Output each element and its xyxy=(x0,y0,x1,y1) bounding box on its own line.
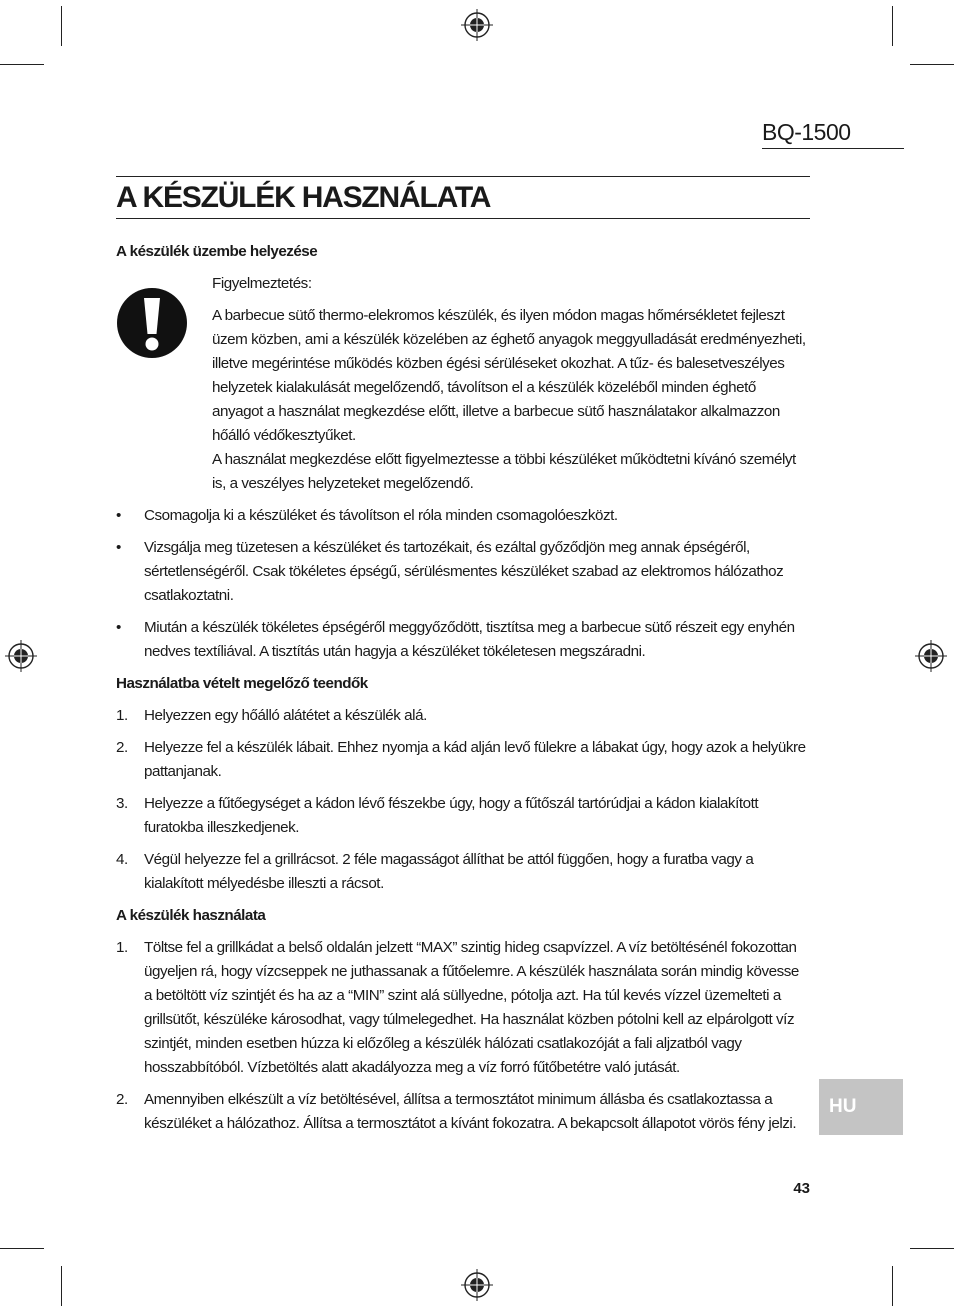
registration-mark-icon xyxy=(460,1268,494,1302)
main-content xyxy=(116,240,810,1144)
list-item xyxy=(116,704,810,728)
section-heading-setup: A készülék üzembe helyezése xyxy=(116,243,318,260)
list-item-text: Helyezze fel a készülék lábait. Ehhez nyomja a kád alján levő fülekre a lábakat úgy, hogy azok a helyükre pattanjanak. xyxy=(144,739,806,780)
warning-paragraph: A barbecue sütő thermo-elekromos készülék, és ilyen módon magas hőmérsékletet fejleszt üzem közben, ami a készülék közelében az éghető anyagok meggyulladását eredményezheti, illetve megérintése működés közben égési sérüléseket okozhat. A tűz- és balesetveszélyes helyzetek kialakulását megelőzendő, távolítson el a készülék közeléből minden éghető anyagot a használat megkezdése előtt, illetve a barbecue sütő használatakor alkalmazzon hőálló védőkesztyűket. xyxy=(212,307,806,444)
section-heading-usage: A készülék használata xyxy=(116,907,266,924)
list-item xyxy=(116,736,810,784)
list-item xyxy=(116,936,810,1080)
warning-block xyxy=(116,272,810,496)
step-number: 2. xyxy=(116,739,128,756)
crop-mark xyxy=(892,6,893,46)
list-item-text: Csomagolja ki a készüléket és távolítson el róla minden csomagolóeszközt. xyxy=(144,507,618,524)
bullet-marker: • xyxy=(116,539,121,556)
crop-mark xyxy=(61,6,62,46)
bullet-marker: • xyxy=(116,507,121,524)
crop-mark xyxy=(0,64,44,65)
step-number: 2. xyxy=(116,1091,128,1108)
list-item-text: Végül helyezze fel a grillrácsot. 2 féle magasságot állíthat be attól függően, hogy a furatba vagy a kialakított mélyedésbe illeszti a rácsot. xyxy=(144,851,754,892)
crop-mark xyxy=(892,1266,893,1306)
list-item xyxy=(116,792,810,840)
list-item xyxy=(116,1088,810,1136)
title-rule-bottom xyxy=(116,218,810,219)
step-number: 1. xyxy=(116,939,128,956)
list-item xyxy=(116,504,810,528)
bullet-marker: • xyxy=(116,619,121,636)
crop-mark xyxy=(910,1248,954,1249)
language-tab: HU xyxy=(819,1079,903,1135)
registration-mark-icon xyxy=(914,639,948,673)
list-item-text: Helyezze a fűtőegységet a kádon lévő fészekbe úgy, hogy a fűtőszál tartórúdjai a kádon kialakított furatokba illeszkedjenek. xyxy=(144,795,759,836)
list-item-text: Vizsgálja meg tüzetesen a készüléket és tartozékait, és ezáltal győződjön meg annak épségéről, sértetlenségéről. Csak tökéletes épségű, sérülésmentes készüléket szabad az elektromos hálózathoz csatlakoztatni. xyxy=(144,539,784,604)
list-item xyxy=(116,848,810,896)
title-rule-top xyxy=(116,176,810,177)
section-heading-preparation: Használatba vételt megelőző teendők xyxy=(116,675,368,692)
list-item xyxy=(116,616,810,664)
warning-paragraph: A használat megkezdése előtt figyelmeztesse a többi készüléket működtetni kívánó személyt is, a veszélyes helyzeteket megelőzendő. xyxy=(212,451,796,492)
step-number: 3. xyxy=(116,795,128,812)
list-item-text: Helyezzen egy hőálló alátétet a készülék alá. xyxy=(144,707,427,724)
warning-text xyxy=(212,272,810,496)
step-number: 1. xyxy=(116,707,128,724)
page-number: 43 xyxy=(793,1180,810,1197)
preparation-steps xyxy=(116,704,810,896)
list-item-text: Miután a készülék tökéletes épségéről meggyőződött, tisztítsa meg a barbecue sütő részeit egy enyhén nedves textíliával. A tisztítás után hagyja a készüléket tökéletesen megszáradni. xyxy=(144,619,795,660)
page-title: A KÉSZÜLÉK HASZNÁLATA xyxy=(116,181,491,214)
step-number: 4. xyxy=(116,851,128,868)
setup-bullet-list xyxy=(116,504,810,664)
list-item xyxy=(116,536,810,608)
registration-mark-icon xyxy=(4,639,38,673)
warning-label: Figyelmeztetés: xyxy=(212,275,312,292)
crop-mark xyxy=(61,1266,62,1306)
usage-steps xyxy=(116,936,810,1136)
exclamation-warning-icon xyxy=(116,272,212,496)
crop-mark xyxy=(0,1248,44,1249)
model-number: BQ-1500 xyxy=(762,116,904,149)
list-item-text: Amennyiben elkészült a víz betöltésével, állítsa a termosztátot minimum állásba és csatlakoztassa a készüléket a hálózathoz. Állítsa a termosztátot a kívánt fokozatra. A bekapcsolt állapotot vörös fény jelzi. xyxy=(144,1091,797,1132)
registration-mark-icon xyxy=(460,8,494,42)
crop-mark xyxy=(910,64,954,65)
list-item-text: Töltse fel a grillkádat a belső oldalán jelzett “MAX” szintig hideg csapvízzel. A víz betöltésénél fokozottan ügyeljen rá, hogy vízcseppek ne juthassanak a fűtőelemre. A készülék használata során mindig kövesse a betöltött víz szintjét és ha az a “MIN” szint alá süllyedne, pótolja azt. Ha túl kevés vízzel üzemelteti a grillsütőt, készüléke károsodhat, vagy túlmelegedhet. Ha használat közben pótolni kell az elpárolgott víz szintjét, minden esetben húzza ki előzőleg a készülék hálózati csatlakozóját a fali aljzatból vagy hosszabbítóból. Vízbetöltés alatt akadályozza meg a víz forró fűtőbetétre való jutását. xyxy=(144,939,799,1076)
